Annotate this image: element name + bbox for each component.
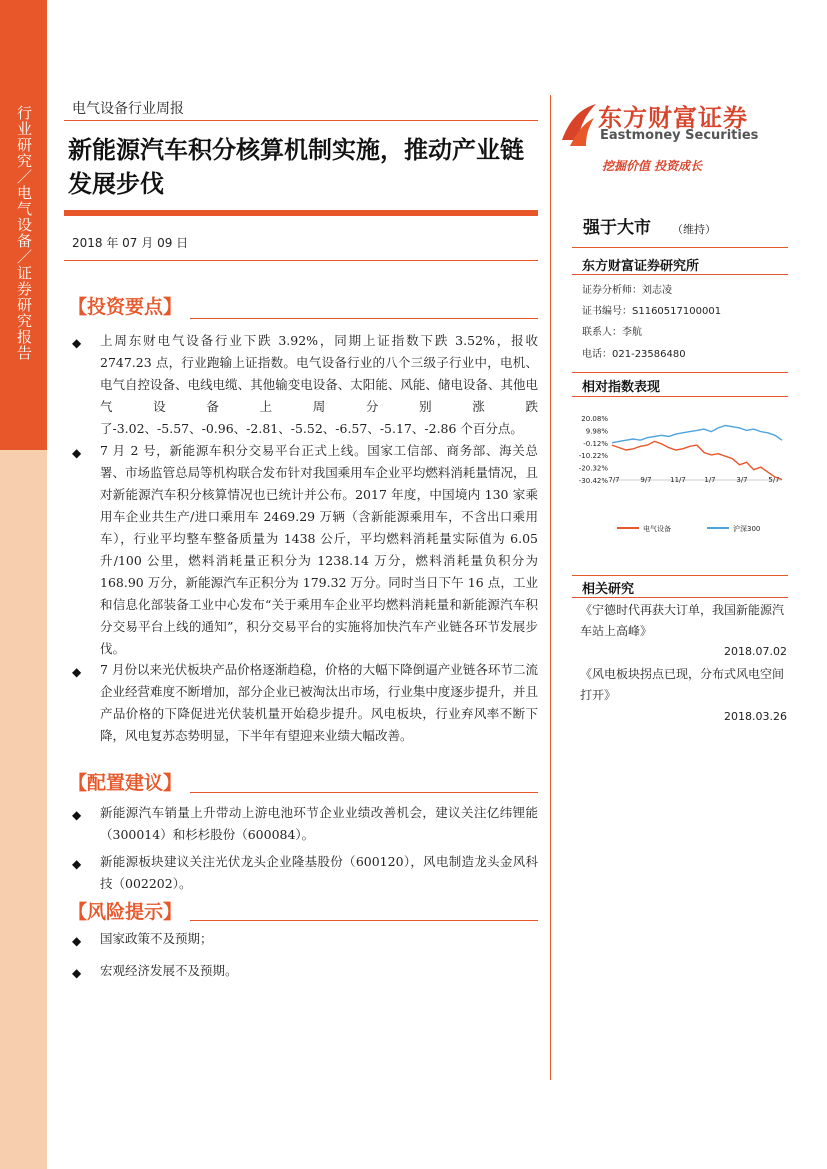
divider (64, 260, 538, 261)
config-point: 新能源汽车销量上升带动上游电池环节企业业绩改善机会，建议关注亿纬锂能（300014）和杉杉股份（600084）。 (100, 805, 538, 842)
rating: 强于大市 (583, 218, 651, 238)
invest-point: 上周东财电气设备行业下跌 3.92%，同期上证指数下跌 3.52%，报收 2747.23 点，行业跑输上证指数。电气设备行业的八个三级子行业中，电机、电气自控设备、电线电缆、其他输变电设备、太阳能、风能、储电设备、其他电气设备上周分别涨跌了-3.02、-5.57、-0.96、-2.81、-5.52、-6.57、-5.17、-2.86 个百分点。 (100, 333, 538, 436)
section-title-risk: 【风险提示】 (68, 901, 183, 923)
x-tick-label: 3/7 (736, 476, 748, 484)
y-tick-label: 9.98% (585, 427, 608, 436)
config-point: 新能源板块建议关注光伏龙头企业隆基股份（600120），风电制造龙头金风科技（002202）。 (100, 854, 538, 891)
section-title-invest: 【投资要点】 (68, 296, 183, 318)
phone: 电话：021-23586480 (582, 349, 686, 360)
bullet-icon: ◆ (72, 934, 82, 948)
divider (190, 318, 538, 319)
contact: 联系人：李航 (582, 327, 642, 338)
y-tick-label: -20.32% (578, 464, 608, 473)
bullet-icon: ◆ (72, 966, 82, 980)
divider (572, 274, 788, 275)
x-tick-label: 1/7 (704, 476, 716, 484)
relative-index-chart (572, 398, 788, 563)
y-tick-label: 20.08% (581, 415, 608, 423)
bullet-icon: ◆ (72, 808, 82, 822)
divider (190, 792, 538, 793)
divider (572, 247, 788, 248)
divider (572, 396, 788, 397)
divider (572, 597, 788, 598)
x-tick-label: 7/7 (608, 476, 620, 484)
risk-point: 宏观经济发展不及预期。 (100, 963, 238, 978)
related-date: 2018.07.02 (724, 645, 787, 658)
legend-label: 沪深300 (733, 525, 761, 533)
series-line-2 (612, 426, 782, 443)
y-tick-label: -10.22% (578, 452, 608, 461)
x-tick-label: 11/7 (670, 476, 686, 484)
legend-label: 电气设备 (643, 525, 671, 533)
x-tick-label: 5/7 (768, 476, 780, 484)
chart-section-title: 相对指数表现 (582, 380, 661, 395)
invest-point: 7 月 2 号，新能源车积分交易平台正式上线。国家工信部、商务部、海关总署、市场监管总局等机构联合发布针对我国乘用车企业平均燃料消耗量情况，且对新能源汽车积分核算情况也已统计并公布。2017 年度，中国境内 130 家乘用车企业共生产/进口乘用车 2469.29 万辆（含新能源乘用车，不含出口乘用车），行业平均整车整备质量为 1438 公斤，平均燃料消耗量实际值为 6.05 升/100 公里，燃料消耗量正积分为 1238.14 万分，燃料消耗量负积分为 168.90 万分，新能源汽车正积分为 179.32 万分。同时当日下午 16 点，工业和信息化部装备工业中心发布“关于乘用车企业平均燃料消耗量和新能源汽车积分交易平台上线的通知”，积分交易平台的实施将加快汽车产业链各环节发展步伐。 (100, 443, 538, 656)
related-item[interactable]: 《宁德时代再获大订单，我国新能源汽车站上高峰》 (580, 603, 785, 638)
report-type: 电气设备行业周报 (72, 101, 184, 117)
series-line-1 (612, 441, 782, 479)
related-title: 相关研究 (582, 582, 635, 597)
title-bar (64, 210, 538, 216)
related-item[interactable]: 《风电板块拐点已现，分布式风电空间打开》 (580, 667, 785, 702)
brand-slogan: 挖掘价值 投资成长 (602, 159, 703, 173)
cert-number: 证书编号：S1160517100001 (582, 306, 722, 317)
divider (572, 575, 788, 576)
analyst: 证券分析师：刘志凌 (582, 285, 672, 296)
column-divider (550, 95, 551, 1080)
brand-name-en: Eastmoney Securities (600, 128, 759, 143)
institute-name: 东方财富证券研究所 (582, 259, 700, 274)
x-tick-label: 9/7 (640, 476, 652, 484)
report-date: 2018 年 07 月 09 日 (72, 236, 189, 250)
related-date: 2018.03.26 (724, 710, 787, 723)
y-tick-label: -30.42% (578, 477, 608, 485)
divider (190, 920, 538, 921)
sidebar-label: 行业研究／电气设备／证券研究报告 (15, 105, 33, 361)
page-title: 新能源汽车积分核算机制实施，推动产业链发展步伐 (68, 136, 524, 198)
brand-name: 东方财富证券 (598, 104, 748, 132)
risk-point: 国家政策不及预期； (100, 931, 213, 946)
divider (64, 120, 538, 121)
sidebar-band-light (0, 450, 47, 1169)
rating-note: （维持） (672, 223, 716, 236)
invest-point: 7 月份以来光伏板块产品价格逐渐趋稳，价格的大幅下降倒逼产业链各环节二流企业经营难度不断增加，部分企业已被淘汰出市场，行业集中度逐步提升，并且产品价格的下降促进光伏装机量开始稳步提升。风电板块，行业弃风率不断下降，风电复苏态势明显，下半年有望迎来业绩大幅改善。 (100, 662, 538, 743)
divider (572, 372, 788, 373)
section-title-config: 【配置建议】 (68, 772, 183, 794)
y-tick-label: -0.12% (583, 439, 608, 448)
bullet-icon: ◆ (72, 665, 82, 679)
bullet-icon: ◆ (72, 446, 82, 460)
bullet-icon: ◆ (72, 336, 82, 350)
bullet-icon: ◆ (72, 857, 82, 871)
